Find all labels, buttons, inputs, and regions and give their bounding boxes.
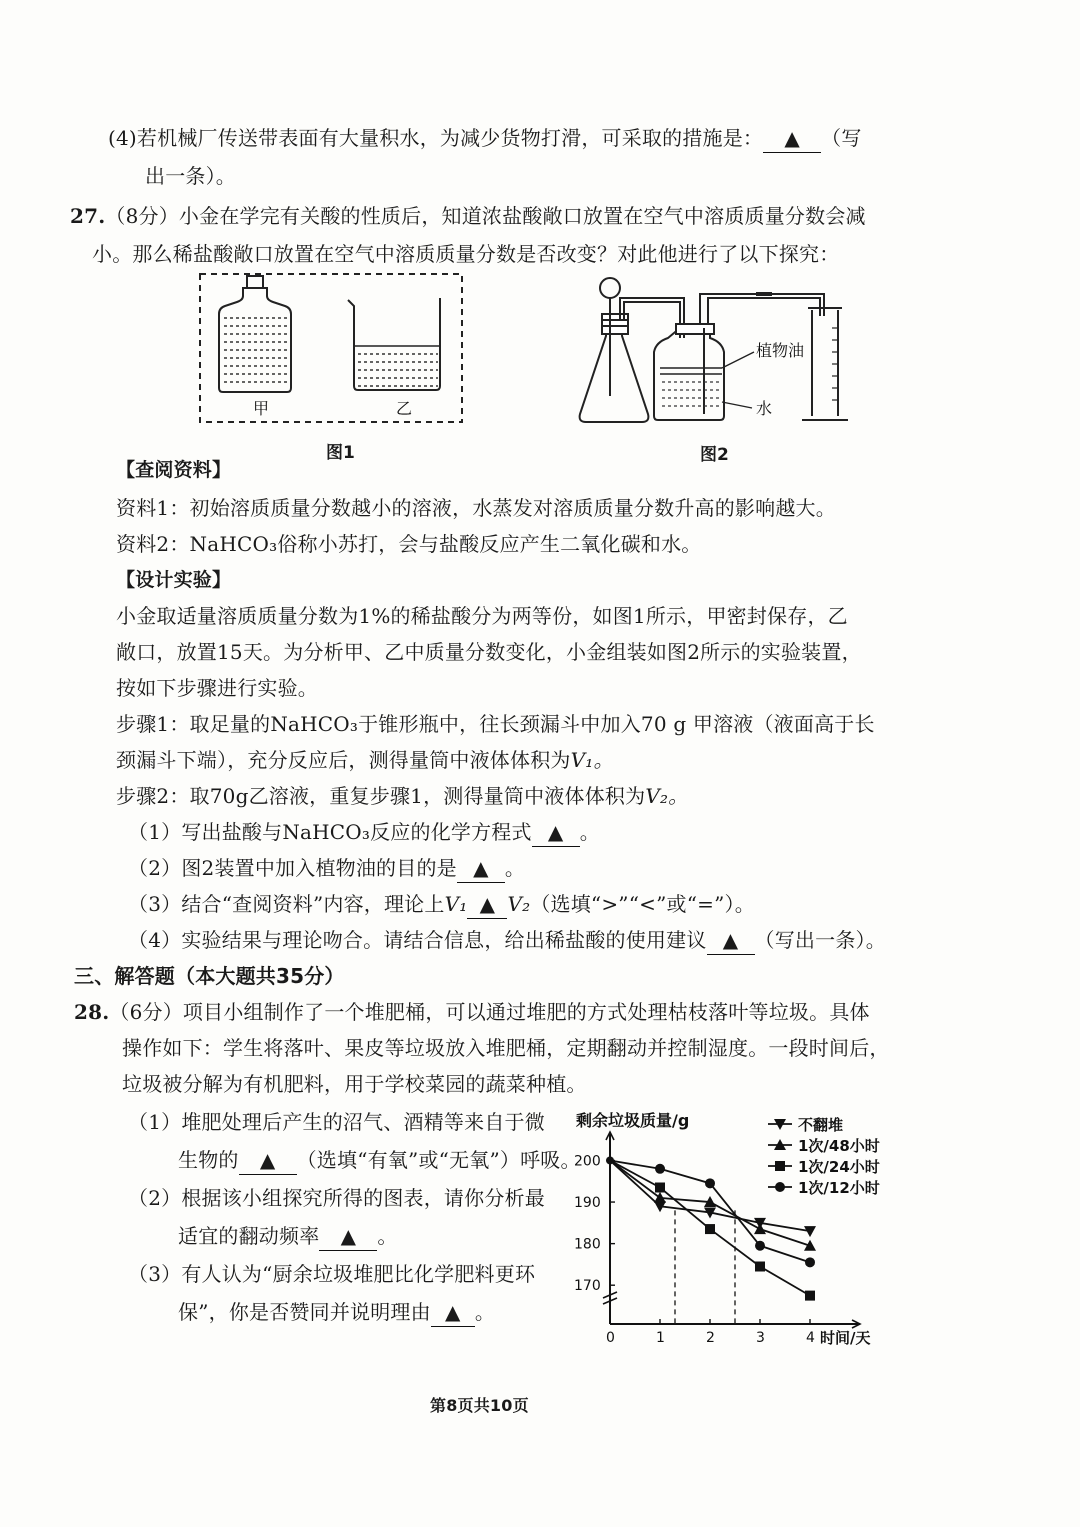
x-tick-label: 3: [756, 1330, 765, 1346]
design-line-3: 按如下步骤进行实验。: [116, 676, 318, 700]
marker-square: [805, 1291, 815, 1301]
answer-blank[interactable]: ▲: [431, 1298, 475, 1327]
sub-q3-text: （3）结合“查阅资料”内容，理论上: [128, 892, 445, 916]
question-28-line2: 操作如下：学生将落叶、果皮等垃圾放入堆肥桶，定期翻动并控制湿度。一段时间后，: [122, 1036, 890, 1060]
q28-p1-text: 生物的: [178, 1148, 239, 1172]
var-v1: V₁: [444, 892, 468, 916]
reference-2: 资料2：NaHCO₃俗称小苏打，会与盐酸反应产生二氧化碳和水。: [116, 532, 702, 556]
series-line: [610, 1160, 810, 1231]
sub-question-4: [128, 926, 886, 955]
sub-q1-end: 。: [579, 820, 600, 844]
answer-blank[interactable]: ▲: [457, 854, 505, 883]
legend-label: 1次/24小时: [798, 1158, 880, 1176]
q28-p3-end: 。: [474, 1300, 496, 1324]
q-part-4-line2: 出一条）。: [145, 164, 236, 188]
design-line-1: 小金取适量溶质质量分数为1%的稀盐酸分为两等份，如图1所示，甲密封保存，乙: [116, 604, 848, 628]
sub-q3-end: （选填“>”“<”或“=”）。: [530, 892, 755, 916]
answer-blank[interactable]: ▲: [763, 124, 821, 153]
series-tri-up: [610, 1160, 816, 1250]
label-water: 水: [756, 399, 773, 418]
q28-p2-end: 。: [377, 1224, 398, 1248]
section-heading: 三、解答题（本大题共35分）: [74, 964, 345, 988]
var-v2: V₂。: [645, 784, 689, 808]
label-yi: 乙: [396, 399, 413, 418]
label-jia: 甲: [253, 399, 270, 418]
step-2-text: 步骤2：取70g乙溶液，重复步骤1，测得量筒中液体体积为: [116, 784, 646, 808]
question-27-line1: [70, 202, 866, 230]
answer-blank[interactable]: ▲: [319, 1222, 377, 1251]
x-tick-label: 1: [656, 1330, 665, 1346]
question-number: 28.: [74, 1000, 110, 1024]
sub-q4-text: （4）实验结果与理论吻合。请结合信息，给出稀盐酸的使用建议: [128, 928, 707, 952]
q28-part-2-line1: （2）根据该小组探究所得的图表，请你分析最: [128, 1186, 545, 1210]
x-axis-label: 时间/天: [820, 1329, 871, 1347]
y-tick-label: 170: [574, 1278, 601, 1295]
figure-1-caption: 图1: [326, 443, 355, 463]
q28-part-2-line2: [178, 1222, 398, 1251]
conical-flask: [580, 278, 684, 422]
question-28-text: （6分）项目小组制作了一个堆肥桶，可以通过堆肥的方式处理枯枝落叶等垃圾。具体: [109, 1000, 870, 1024]
design-line-2: 敞口，放置15天。为分析甲、乙中质量分数变化，小金组装如图2所示的实验装置，: [116, 640, 862, 664]
q28-part-3-line1: （3）有人认为“厨余垃圾堆肥比化学肥料更环: [128, 1262, 536, 1286]
q28-part-3-line2: [178, 1298, 495, 1327]
graduated-cylinder: [802, 308, 848, 420]
question-27-text: （8分）小金在学完有关酸的性质后，知道浓盐酸敞口放置在空气中溶质质量分数会减: [105, 204, 866, 228]
answer-blank[interactable]: ▲: [467, 890, 507, 919]
q28-part-1-line2: [178, 1146, 581, 1175]
marker-circle: [805, 1257, 815, 1267]
design-heading: 【设计实验】: [116, 569, 232, 591]
marker-circle: [655, 1164, 665, 1174]
q-part-4-end: （写: [821, 126, 862, 150]
sub-q4-end: （写出一条）。: [754, 928, 886, 952]
step-1-line-1: 步骤1：取足量的NaHCO₃于锥形瓶中，往长颈漏斗中加入70 g 甲溶液（液面高于长: [116, 712, 875, 736]
question-number: 27.: [70, 204, 106, 228]
answer-blank[interactable]: ▲: [239, 1146, 297, 1175]
legend-label: 不翻堆: [798, 1116, 844, 1134]
dashed-frame: [200, 274, 462, 422]
step-2-line: [116, 782, 688, 810]
marker-square: [705, 1224, 715, 1234]
figure-2-caption: 图2: [700, 445, 729, 465]
q28-p1-end: （选填“有氧”或“无氧”）呼吸。: [296, 1148, 581, 1172]
x-tick-label: 2: [706, 1330, 715, 1346]
legend-label: 1次/12小时: [798, 1179, 880, 1197]
y-axis-label: 剩余垃圾质量/g: [576, 1111, 690, 1130]
y-tick-label: 180: [574, 1236, 601, 1253]
question-27-line2: 小。那么稀盐酸敞口放置在空气中溶质质量分数是否改变？对此他进行了以下探究：: [92, 242, 840, 266]
y-tick-label: 190: [574, 1195, 601, 1212]
x-tick-label: 4: [806, 1330, 815, 1346]
y-tick-label: 200: [574, 1153, 601, 1170]
label-vegetable-oil: 植物油: [756, 341, 805, 360]
step-1-text: 颈漏斗下端），充分反应后，测得量筒中液体体积为: [116, 748, 571, 772]
marker-square: [775, 1161, 785, 1171]
chart-series: [606, 1156, 816, 1300]
q-part-4-text: (4)若机械厂传送带表面有大量积水，为减少货物打滑，可采取的措施是：: [108, 126, 764, 150]
q28-part-1-line1: （1）堆肥处理后产生的沼气、酒精等来自于微: [128, 1110, 545, 1134]
compost-chart: [560, 1098, 890, 1348]
answer-blank[interactable]: ▲: [532, 818, 580, 847]
marker-circle: [775, 1182, 785, 1192]
marker-triangle-down: [804, 1226, 816, 1237]
q28-p2-text: 适宜的翻动频率: [178, 1224, 320, 1248]
open-beaker: [348, 298, 440, 390]
figure-1: [196, 270, 468, 430]
marker-circle: [705, 1178, 715, 1188]
legend-label: 1次/48小时: [798, 1137, 880, 1155]
chart-legend: [768, 1116, 880, 1197]
question-28-line3: 垃圾被分解为有机肥料，用于学校菜园的蔬菜种植。: [122, 1072, 587, 1096]
sub-question-1: [128, 818, 600, 847]
marker-circle: [755, 1241, 765, 1251]
var-v1: V₁。: [570, 748, 614, 772]
question-28-line1: [74, 998, 870, 1026]
sealed-bottle: [219, 276, 291, 392]
reference-1: 资料1：初始溶质质量分数越小的溶液，水蒸发对溶质质量分数升高的影响越大。: [116, 496, 836, 520]
start-point: [606, 1156, 614, 1164]
figure-2: [576, 268, 862, 430]
q28-p3-text: 保”，你是否赞同并说明理由: [178, 1300, 431, 1324]
marker-triangle-up: [754, 1223, 766, 1234]
answer-blank[interactable]: ▲: [707, 926, 755, 955]
marker-square: [655, 1183, 665, 1193]
sub-q1-text: （1）写出盐酸与NaHCO₃反应的化学方程式: [128, 820, 532, 844]
sub-q2-text: （2）图2装置中加入植物油的目的是: [128, 856, 457, 880]
x-tick-label: 0: [606, 1330, 615, 1346]
sub-question-3: [128, 890, 755, 919]
reference-heading: 【查阅资料】: [116, 459, 232, 481]
q-part-4-line: [108, 124, 862, 153]
var-v2: V₂: [507, 892, 531, 916]
sub-q2-end: 。: [504, 856, 526, 880]
marker-square: [755, 1262, 765, 1272]
page-footer: 第8页共10页: [430, 1396, 529, 1415]
step-1-line-2: [116, 746, 614, 774]
sub-question-2: [128, 854, 525, 883]
